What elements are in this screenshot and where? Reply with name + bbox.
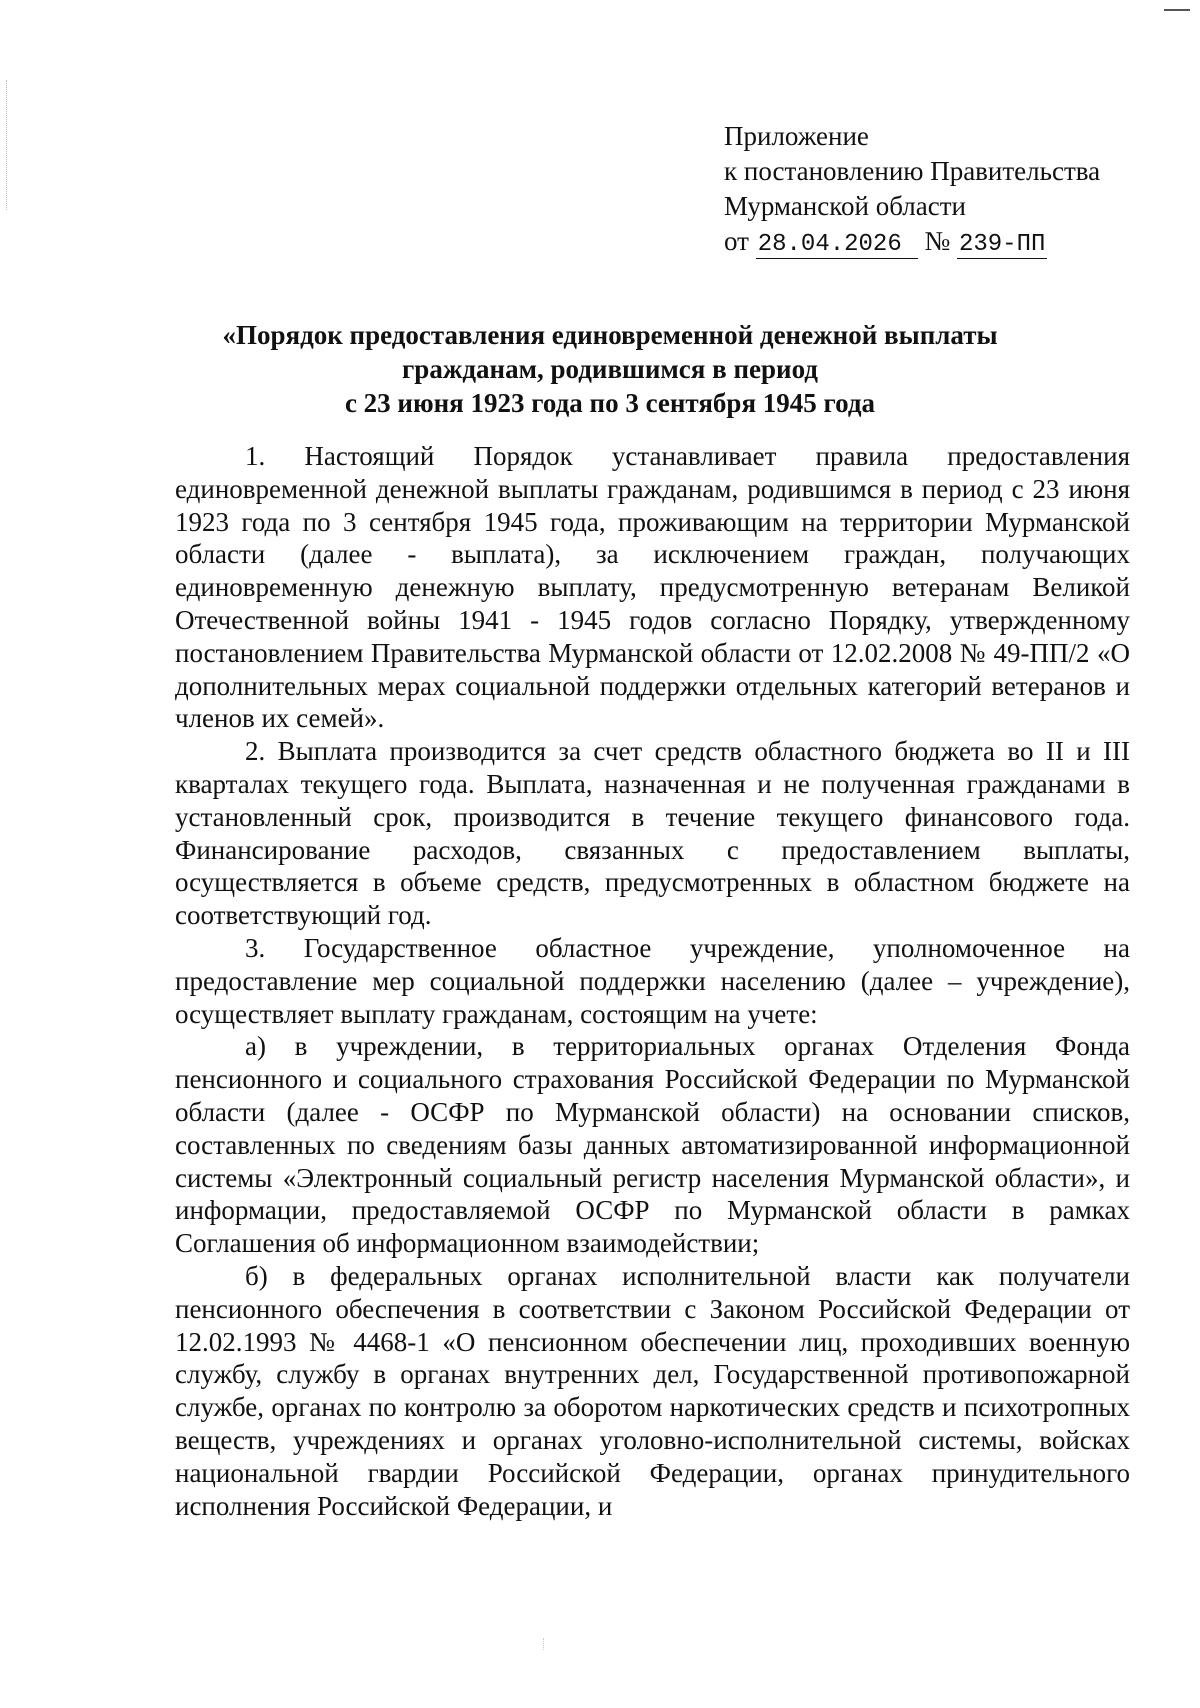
appendix-title: Приложение <box>724 121 869 151</box>
appendix-region: Мурманской области <box>724 191 966 221</box>
scan-artifact-dots <box>6 80 8 210</box>
decree-number: 239-ПП <box>958 231 1046 258</box>
title-line-1: «Порядок предоставления единовременной денежной выплаты <box>222 320 998 350</box>
title-line-3: с 23 июня 1923 года по 3 сентября 1945 года <box>344 388 876 418</box>
decree-date: 28.04.2026 <box>756 232 918 259</box>
appendix-date-line <box>724 224 1164 259</box>
subparagraph-a: а) в учреждении, в территориальных органах Отделения Фонда пенсионного и социального страхования Российской Федерации по Мурманской области (далее - ОСФР по Мурманской области) на основании списков, составленных по сведениям базы данных автоматизированной информационной системы «Электронный социальный регистр населения Мурманской области», и информации, предоставляемой ОСФР по Мурманской области в рамках Соглашения об информационном взаимодействии; <box>175 1031 1130 1259</box>
document-body <box>175 440 1130 1522</box>
scan-artifact-mark <box>1164 9 1190 11</box>
date-prefix: от <box>724 226 749 256</box>
number-prefix: № <box>924 226 951 256</box>
appendix-header <box>724 119 1164 259</box>
appendix-reference: к постановлению Правительства <box>724 156 1101 186</box>
scan-artifact-dot <box>543 1638 546 1650</box>
paragraph-1: 1. Настоящий Порядок устанавливает правила предоставления единовременной денежной выплаты гражданам, родившимся в период с 23 июня 1923 года по 3 сентября 1945 года, проживающим на территории Мурманской области (далее - выплата), за исключением граждан, получающих единовременную денежную выплату, предусмотренную ветеранам Великой Отечественной войны 1941 - 1945 годов согласно Порядку, утвержденному постановлением Правительства Мурманской области от 12.02.2008 № 49-ПП/2 «О дополнительных мерах социальной поддержки отдельных категорий ветеранов и членов их семей». <box>175 441 1130 734</box>
document-title <box>170 318 1050 420</box>
paragraph-3: 3. Государственное областное учреждение, уполномоченное на предоставление мер социальной поддержки населению (далее – учреждение), осуществляет выплату гражданам, состоящим на учете: <box>175 932 1130 1029</box>
paragraph-2: 2. Выплата производится за счет средств областного бюджета во II и III кварталах текущего года. Выплата, назначенная и не полученная гражданами в установленный срок, производится в течение текущего финансового года. Финансирование расходов, связанных с предоставлением выплаты, осуществляется в объеме средств, предусмотренных в областном бюджете на соответствующий год. <box>175 736 1130 931</box>
title-line-2: гражданам, родившимся в период <box>402 354 818 384</box>
subparagraph-b: б) в федеральных органах исполнительной власти как получатели пенсионного обеспечения в соответствии с Законом Российской Федерации от 12.02.1993 № 4468-1 «О пенсионном обеспечении лиц, проходивших военную службу, службу в органах внутренних дел, Государственной противопожарной службе, органах по контролю за оборотом наркотических средств и психотропных веществ, учреждениях и органах уголовно-исполнительной системы, войсках национальной гвардии Российской Федерации, органах принудительного исполнения Российской Федерации, и <box>175 1260 1130 1521</box>
